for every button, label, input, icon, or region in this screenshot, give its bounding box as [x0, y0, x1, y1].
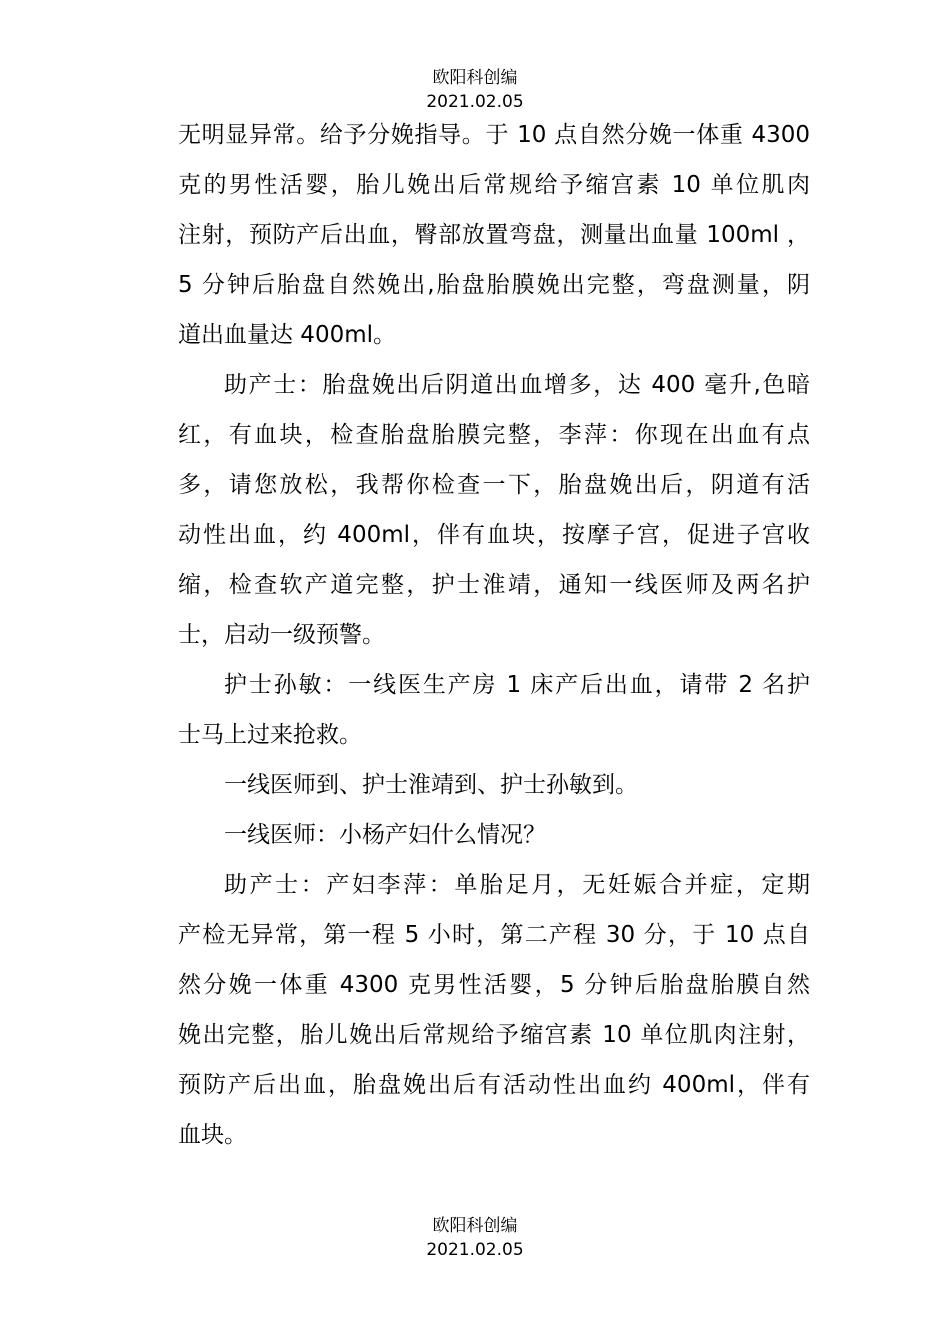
text-line: 血块。 — [178, 1122, 247, 1148]
text-line: 助产士：产妇李萍：单胎足月，无妊娠合并症，定期 — [224, 872, 810, 898]
text-line: 一线医师：小杨产妇什么情况？ — [224, 822, 546, 848]
document-body — [178, 110, 810, 1160]
text-line: 一线医师到、护士淮靖到、护士孙敏到。 — [224, 772, 638, 798]
text-line: 助产士：胎盘娩出后阴道出血增多，达 400 毫升,色暗 — [224, 372, 810, 398]
text-line: 5 分钟后胎盘自然娩出,胎盘胎膜娩出完整，弯盘测量，阴 — [178, 272, 810, 298]
text-line: 克的男性活婴，胎儿娩出后常规给予缩宫素 10 单位肌肉 — [178, 172, 810, 198]
text-line: 动性出血，约 400ml，伴有血块，按摩子宫，促进子宫收 — [178, 522, 810, 548]
page-footer — [0, 1214, 950, 1262]
text-line: 产检无异常，第一程 5 小时，第二产程 30 分，于 10 点自 — [178, 922, 810, 948]
page-header — [0, 66, 950, 114]
text-line: 护士孙敏：一线医生产房 1 床产后出血，请带 2 名护 — [224, 672, 810, 698]
text-line: 然分娩一体重 4300 克男性活婴，5 分钟后胎盘胎膜自然 — [178, 972, 810, 998]
footer-date: 2021.02.05 — [426, 1240, 524, 1260]
text-line: 无明显异常。给予分娩指导。于 10 点自然分娩一体重 4300 — [178, 122, 810, 148]
header-author: 欧阳科创编 — [432, 68, 518, 88]
text-line: 缩，检查软产道完整，护士淮靖，通知一线医师及两名护 — [178, 572, 810, 598]
text-line: 红，有血块，检查胎盘胎膜完整，李萍：你现在出血有点 — [178, 422, 810, 448]
text-line: 士马上过来抢救。 — [178, 722, 362, 748]
text-line: 士，启动一级预警。 — [178, 622, 385, 648]
footer-author: 欧阳科创编 — [432, 1216, 518, 1236]
text-line: 注射，预防产后出血，臀部放置弯盘，测量出血量 100ml ， — [178, 222, 810, 248]
text-line: 预防产后出血，胎盘娩出后有活动性出血约 400ml，伴有 — [178, 1072, 810, 1098]
header-date: 2021.02.05 — [426, 92, 524, 112]
text-line: 娩出完整，胎儿娩出后常规给予缩宫素 10 单位肌肉注射， — [178, 1022, 810, 1048]
text-line: 多，请您放松，我帮你检查一下，胎盘娩出后，阴道有活 — [178, 472, 810, 498]
text-line: 道出血量达 400ml。 — [178, 322, 397, 348]
